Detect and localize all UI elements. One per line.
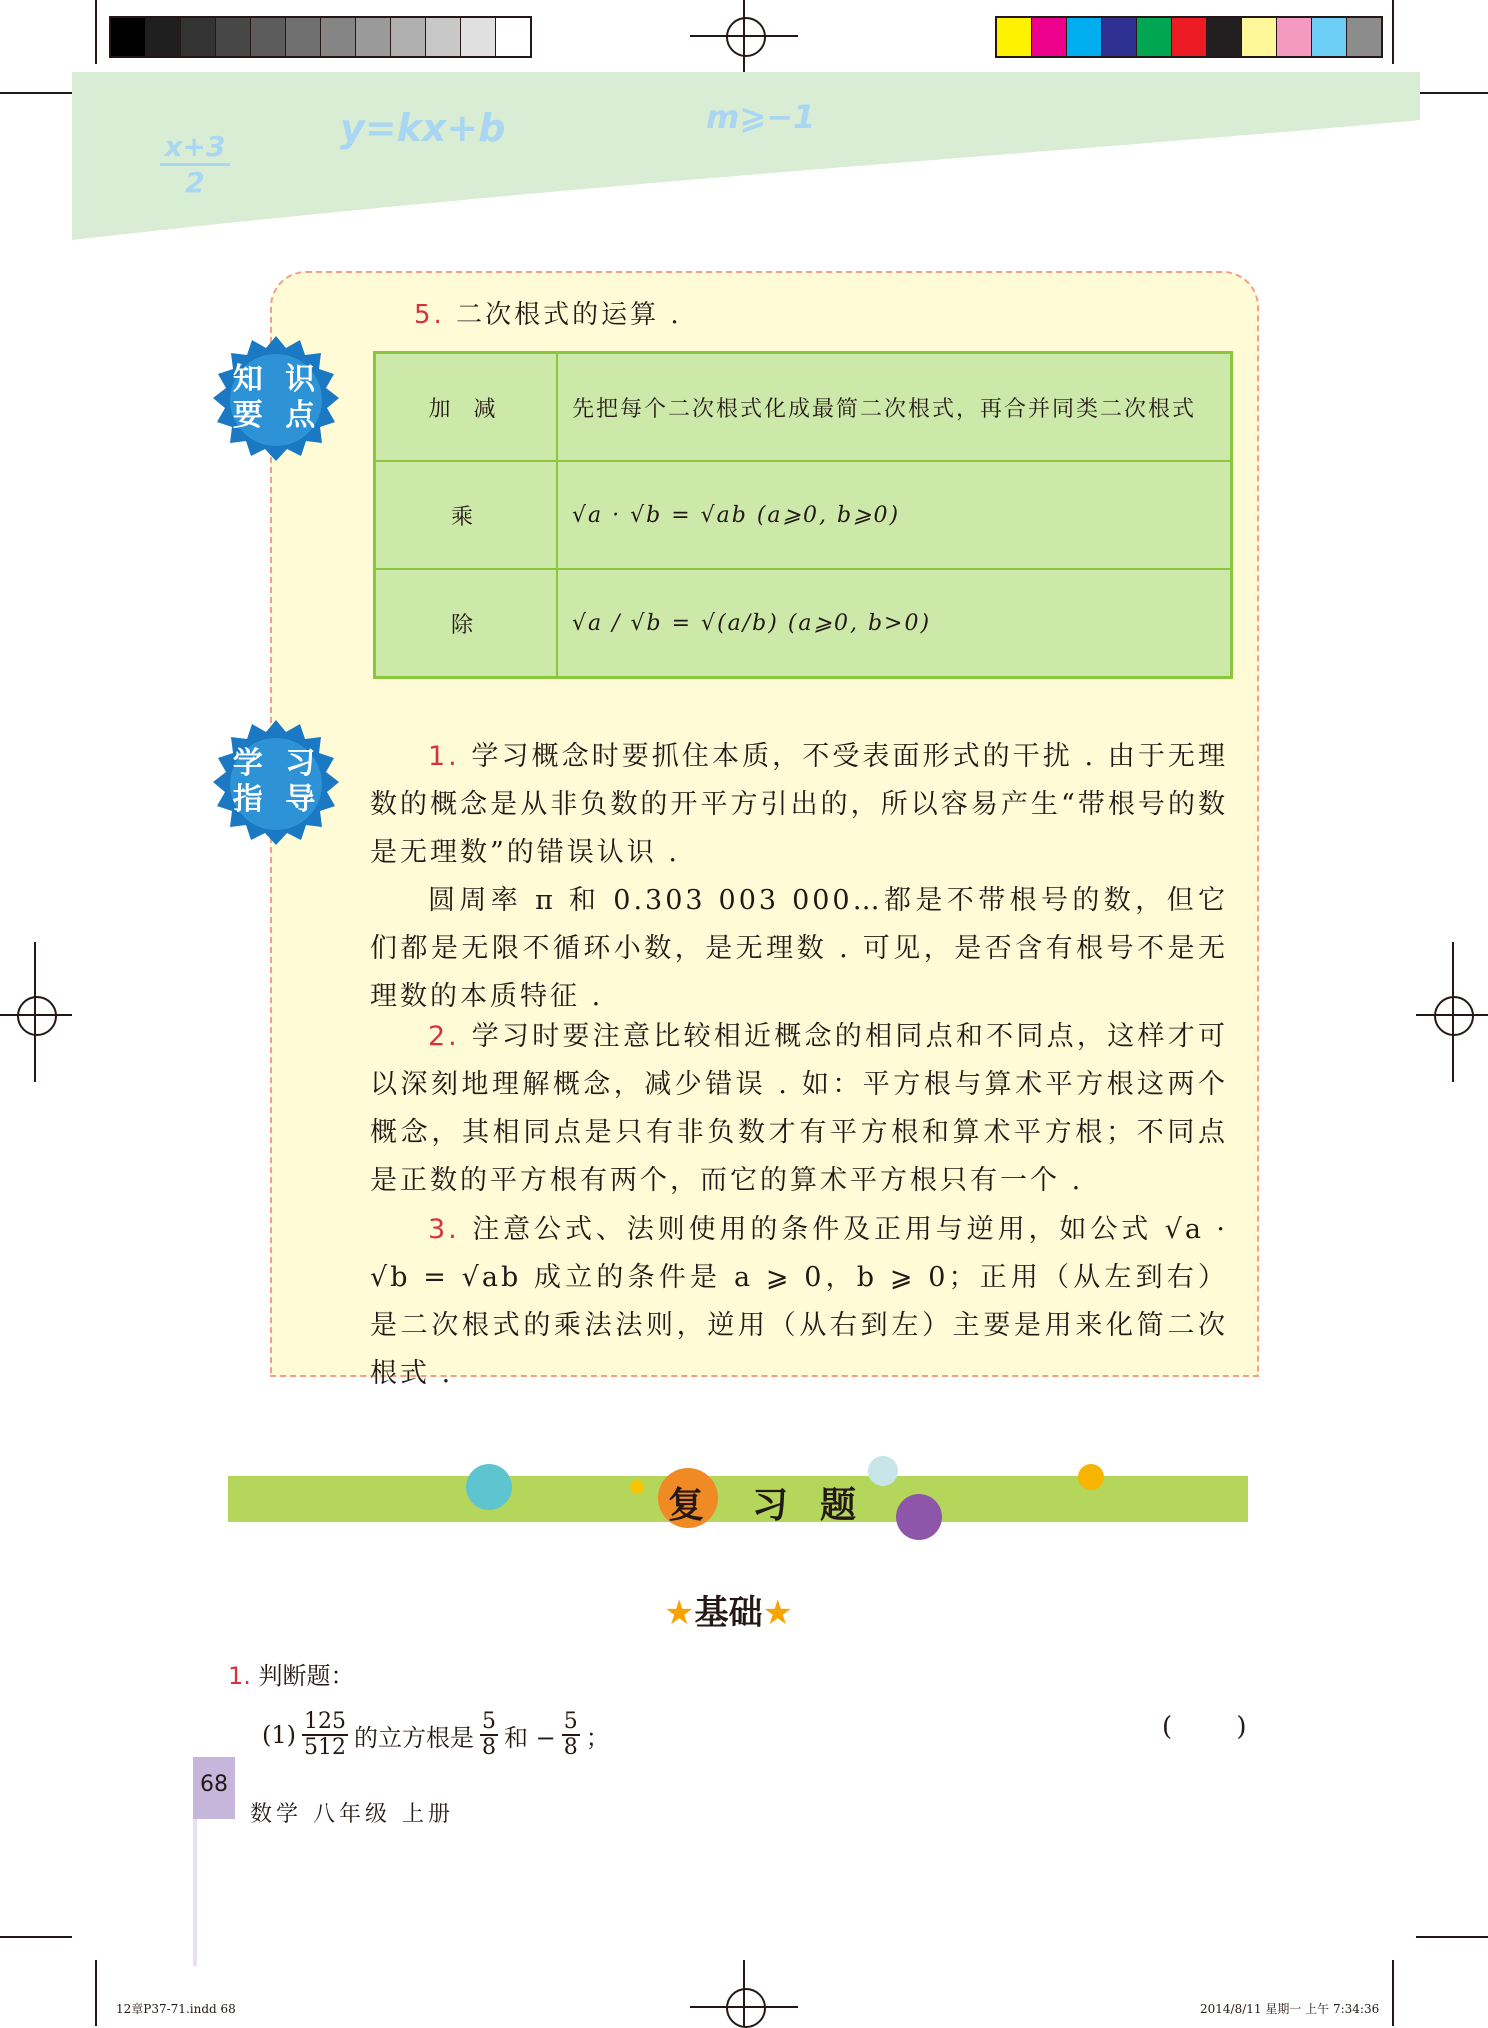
page-number: 68 (193, 1757, 235, 1819)
fraction (480, 1710, 498, 1760)
knowledge-title (414, 294, 682, 331)
header-formula-inequality: m⩾−1 (706, 98, 816, 136)
numerator: 125 (304, 1709, 346, 1734)
table-row (375, 461, 1232, 569)
guide-paragraph-3 (370, 1206, 1228, 1398)
registration-line (0, 1014, 72, 1016)
paragraph-number: 1. (428, 741, 460, 772)
paragraph-text: 学习时要注意比较相近概念的相同点和不同点，这样才可以深刻地理解概念，减少错误 . 如：平方根与算术平方根这两个概念，其相同点是只有非负数才有平方根和算术平方根；不同点是正数的平方根有两个，而它的算术平方根只有一个 . (370, 1021, 1228, 1196)
title-text: 二次根式的运算 . (444, 300, 682, 330)
rule-cell: √a · √b = √ab (a⩾0, b⩾0) (557, 461, 1232, 569)
guide-paragraph-1b: 圆周率 π 和 0.303 003 000…都是不带根号的数，但它们都是无限不循环小数，是无理数 . 可见，是否含有根号不是无理数的本质特征 . (370, 885, 1228, 1012)
op-cell: 加 减 (375, 353, 558, 462)
guide-paragraph-2 (370, 1013, 1228, 1205)
answer-blank[interactable]: ( ) (1162, 1712, 1275, 1742)
question-text: 判断题： (250, 1662, 355, 1690)
review-label-2: 习 (752, 1485, 789, 1526)
slug-right: 2014/8/11 星期一 上午 7:34:36 (1200, 2002, 1380, 2016)
crop-mark (95, 1960, 97, 2026)
decor-circle (1078, 1464, 1104, 1490)
header-formula-linear: y=kx+b (340, 106, 506, 150)
op-cell: 乘 (375, 461, 558, 569)
crop-mark (1392, 1960, 1394, 2026)
basic-section-title (664, 1585, 793, 1634)
star-icon: ★ (664, 1593, 695, 1633)
guide-paragraph-1 (370, 733, 1228, 877)
slug-left: 12章P37-71.indd 68 (116, 2002, 236, 2016)
decor-circle (630, 1480, 644, 1494)
fraction (562, 1710, 580, 1760)
crop-mark (0, 1936, 72, 1938)
op-cell: 除 (375, 569, 558, 678)
decor-circle (466, 1464, 512, 1510)
question-1-title (228, 1656, 355, 1691)
denominator: 8 (482, 1735, 496, 1760)
title-number: 5. (414, 300, 445, 330)
registration-mark-left (17, 996, 57, 1036)
paragraph-number: 2. (428, 1021, 460, 1052)
denominator: 8 (563, 1735, 578, 1760)
guide-badge-label: 学 习 指 导 (232, 746, 322, 817)
book-title: 数学 八年级 上册 (250, 1802, 454, 1827)
registration-mark-bottom (726, 1988, 766, 2028)
fraction (302, 1710, 348, 1760)
item-text: 和 − (504, 1723, 556, 1752)
item-text: ； (585, 1723, 610, 1752)
rule-cell: √a / √b = √(a/b) (a⩾0, b>0) (557, 569, 1232, 678)
registration-line (1452, 942, 1454, 1082)
operations-table (373, 351, 1233, 679)
decor-circle (896, 1494, 942, 1540)
registration-line (743, 1960, 745, 2026)
paragraph-number: 3. (428, 1214, 460, 1245)
numerator: 5 (482, 1709, 496, 1734)
denominator: 512 (304, 1735, 346, 1760)
item-text: 的立方根是 (354, 1723, 474, 1752)
registration-line (34, 942, 36, 1082)
review-label-3: 题 (820, 1485, 857, 1526)
registration-mark-right (1434, 996, 1474, 1036)
star-icon: ★ (762, 1593, 793, 1633)
page-strip (193, 1819, 197, 1966)
question-1-item-1 (262, 1700, 610, 1770)
paragraph-text: 注意公式、法则使用的条件及正用与逆用，如公式 √a · √b = √ab 成立的条件是 a ⩾ 0，b ⩾ 0；正用（从左到右）是二次根式的乘法法则，逆用（从右到左）主要是用来化简二次根式 . (370, 1214, 1228, 1389)
paragraph-text: 学习概念时要抓住本质，不受表面形式的干扰 . 由于无理数的概念是从非负数的开平方引出的，所以容易产生“带根号的数是无理数”的错误认识 . (370, 741, 1228, 868)
knowledge-badge-label: 知 识 要 点 (232, 362, 322, 433)
question-number: 1. (228, 1662, 251, 1690)
crop-mark (1416, 1936, 1488, 1938)
rule-cell: 先把每个二次根式化成最简二次根式，再合并同类二次根式 (557, 353, 1232, 462)
header-formula-fraction: x+3 2 (160, 130, 230, 199)
decor-circle (868, 1456, 898, 1486)
table-row (375, 353, 1232, 462)
review-label-1: 复 (668, 1485, 705, 1526)
table-row (375, 569, 1232, 678)
item-prefix: (1) (262, 1721, 296, 1749)
basic-label: 基础 (694, 1593, 763, 1633)
numerator: 5 (563, 1709, 578, 1734)
